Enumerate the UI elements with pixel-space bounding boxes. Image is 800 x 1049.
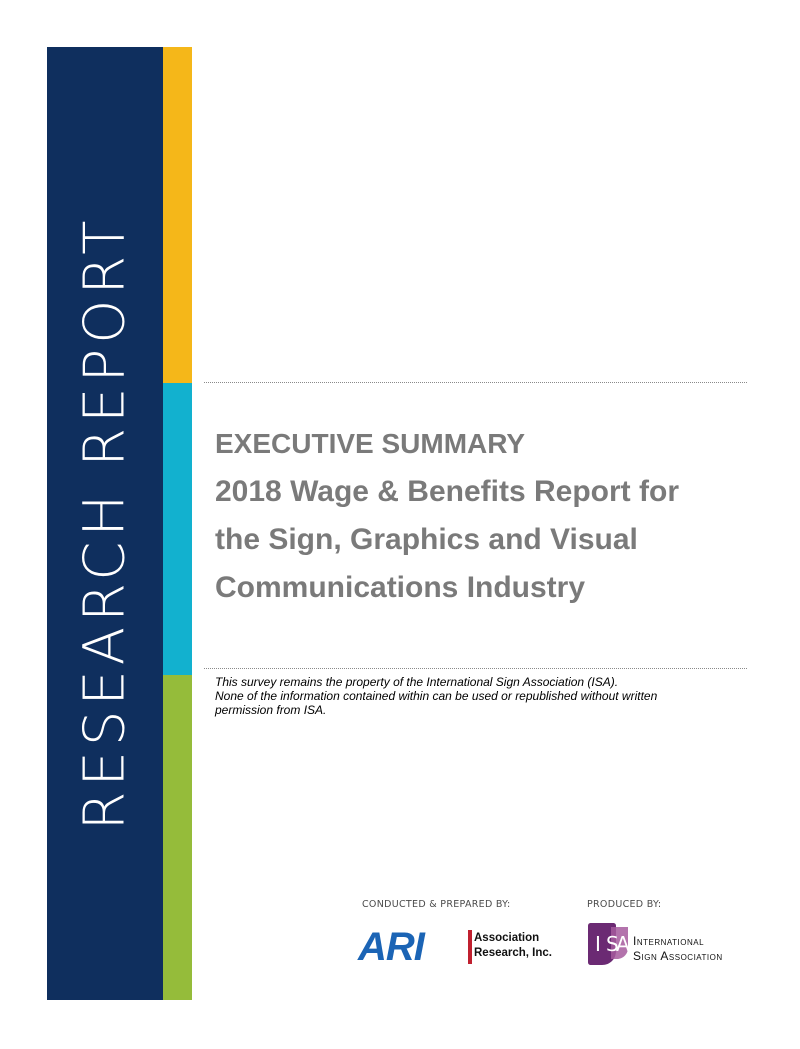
isa-logo-name bbox=[633, 934, 723, 964]
ari-logo bbox=[358, 925, 552, 969]
report-title bbox=[215, 420, 785, 612]
title-line-3: the Sign, Graphics and Visual bbox=[215, 523, 638, 556]
accent-stripe-teal bbox=[163, 383, 192, 675]
isa-logo bbox=[585, 921, 765, 969]
ari-logo-name bbox=[474, 931, 552, 961]
disclaimer-line-3: permission from ISA. bbox=[215, 703, 327, 717]
divider-bottom bbox=[204, 668, 747, 669]
disclaimer-line-1: This survey remains the property of the International Sign Association (ISA). bbox=[215, 675, 619, 689]
title-line-4: Communications Industry bbox=[215, 571, 586, 604]
ari-name-line-1: Association bbox=[474, 932, 540, 944]
ari-name-line-2: Research, Inc. bbox=[474, 947, 552, 959]
svg-text:A: A bbox=[616, 932, 630, 956]
copyright-disclaimer bbox=[215, 675, 755, 717]
isa-name-line-2: Sign Association bbox=[633, 949, 723, 963]
title-line-2: 2018 Wage & Benefits Report for bbox=[215, 475, 679, 508]
title-line-1: EXECUTIVE SUMMARY bbox=[215, 428, 526, 459]
svg-text:I: I bbox=[595, 932, 601, 956]
accent-stripe-yellow bbox=[163, 47, 192, 383]
accent-stripe-green bbox=[163, 675, 192, 1000]
isa-mark-icon bbox=[585, 921, 631, 967]
isa-name-line-1: International bbox=[633, 934, 705, 948]
conducted-by-label: CONDUCTED & PREPARED BY: bbox=[362, 899, 511, 910]
produced-by-label: PRODUCED BY: bbox=[587, 899, 662, 910]
disclaimer-line-2: None of the information contained within can be used or republished without written bbox=[215, 689, 658, 703]
svg-text:S: S bbox=[606, 932, 619, 956]
ari-logo-bar bbox=[468, 930, 472, 964]
divider-top bbox=[204, 382, 747, 383]
spine-label: RESEARCH REPORT bbox=[72, 215, 138, 831]
ari-logo-letters: ARI bbox=[358, 925, 424, 969]
